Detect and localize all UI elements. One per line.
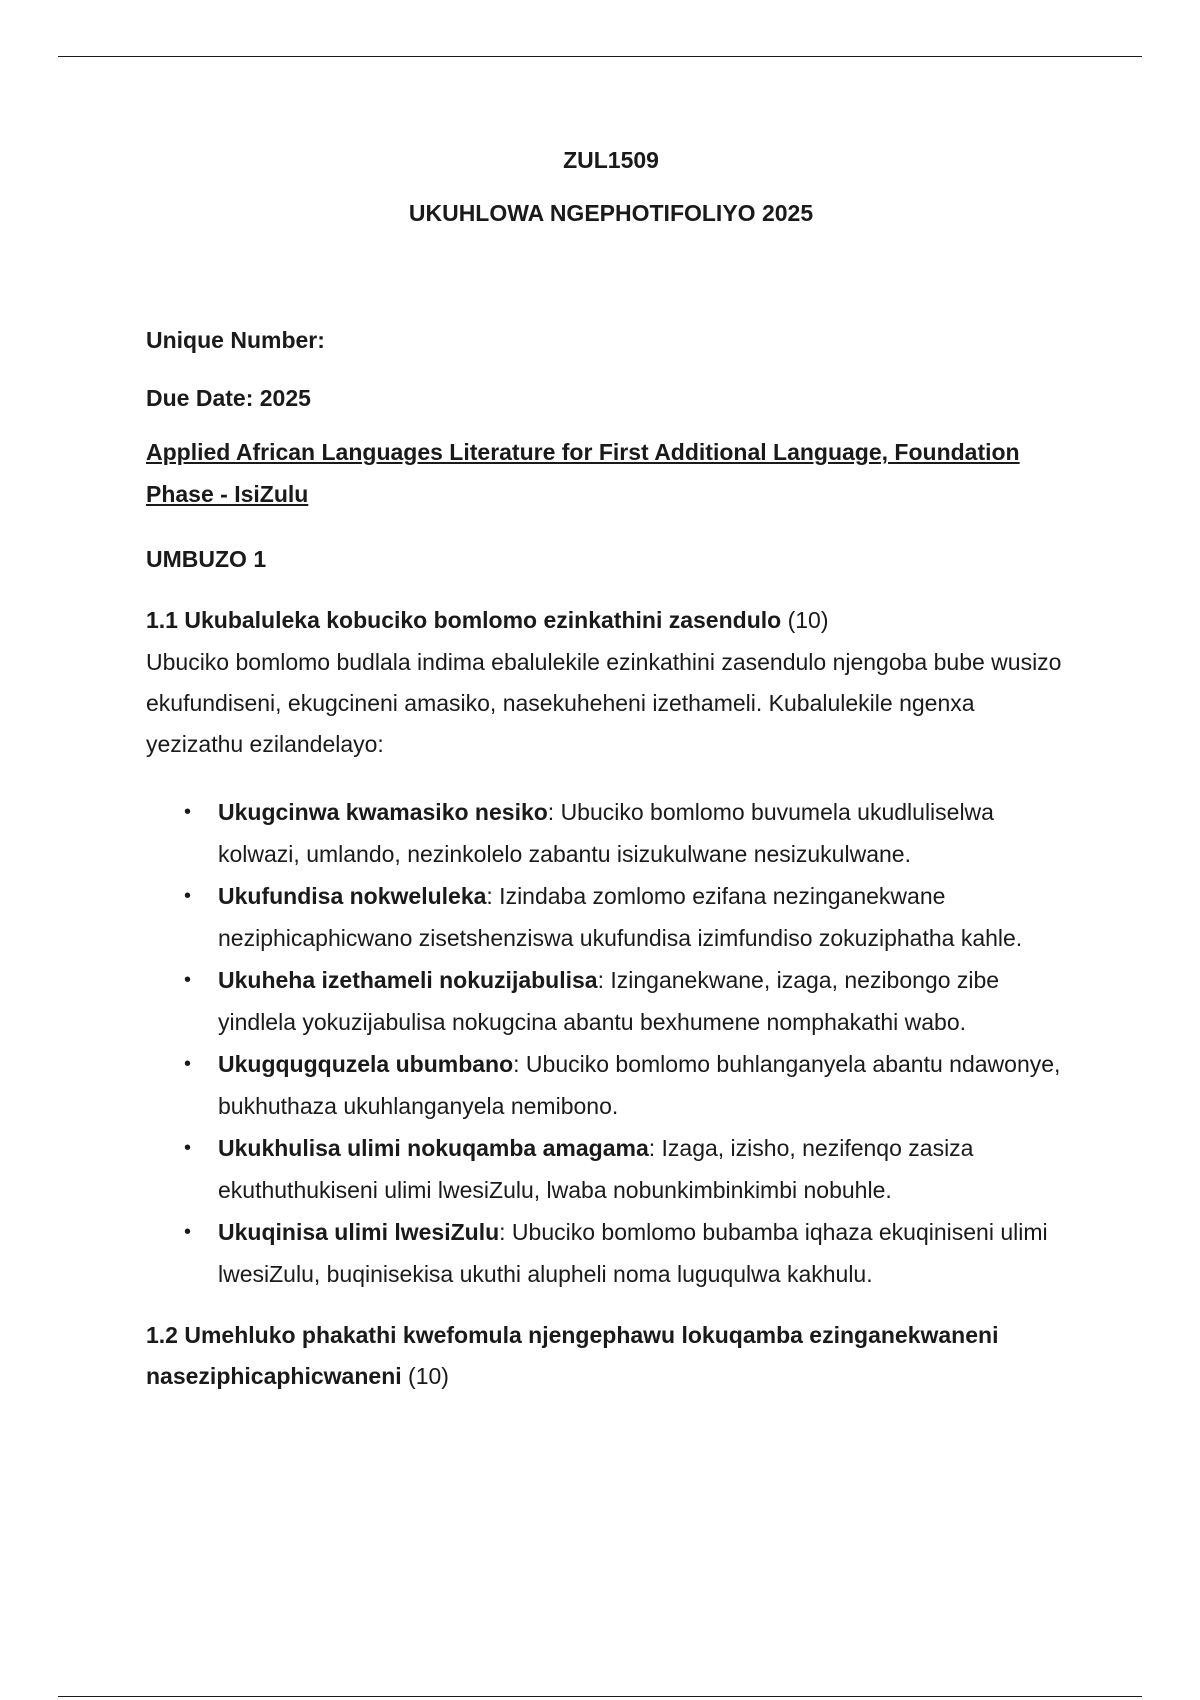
list-item bbox=[146, 875, 1076, 959]
bullet-icon: • bbox=[184, 1221, 192, 1243]
point-term: Ukufundisa nokweluleka bbox=[218, 883, 487, 909]
module-title: Applied African Languages Literature for First Additional Language, Foundation Phase - IsiZulu bbox=[146, 439, 1020, 507]
point-term: Ukugqugquzela ubumbano bbox=[218, 1051, 514, 1077]
list-item bbox=[146, 959, 1076, 1043]
section-heading: UMBUZO 1 bbox=[146, 546, 267, 572]
document-title: UKUHLOWA NGEPHOTIFOLIYO 2025 bbox=[408, 200, 814, 226]
point-term: Ukukhulisa ulimi nokuqamba amagama bbox=[218, 1135, 649, 1161]
question-1-1-heading bbox=[146, 602, 1076, 638]
unique-number-label: Unique Number: bbox=[146, 327, 325, 353]
point-text: : Ubuciko bomlomo buhlanganyela abantu ndawonye, bukhuthaza ukuhlanganyela nemibono. bbox=[218, 1051, 1061, 1119]
document-page bbox=[146, 140, 1076, 1397]
point-term: Ukuheha izethameli nokuzijabulisa bbox=[218, 967, 598, 993]
bullet-icon: • bbox=[184, 969, 192, 991]
due-date-label: Due Date: 2025 bbox=[146, 385, 311, 411]
question-1-2-heading bbox=[146, 1315, 1076, 1397]
course-code: ZUL1509 bbox=[563, 147, 659, 173]
bottom-rule bbox=[58, 1696, 1142, 1697]
point-text: : Izaga, izisho, nezifenqo zasiza ekuthuthukiseni ulimi lwesiZulu, lwaba nobunkimbinkimbi nobuhle. bbox=[218, 1135, 974, 1203]
question-1-1-title: 1.1 Ukubaluleka kobuciko bomlomo ezinkathini zasendulo bbox=[146, 607, 782, 633]
question-1-1-intro: Ubuciko bomlomo budlala indima ebalulekile ezinkathini zasendulo njengoba bube wusizo ekufundiseni, ekugcineni amasiko, nasekuheheni izethameli. Kubalulekile ngenxa yezizathu ezilandelayo: bbox=[146, 649, 1062, 757]
question-1-2-title: 1.2 Umehluko phakathi kwefomula njengephawu lokuqamba ezinganekwaneni naseziphicaphicwaneni bbox=[146, 1322, 999, 1389]
question-1-2-marks: (10) bbox=[408, 1363, 449, 1389]
list-item bbox=[146, 791, 1076, 875]
list-item bbox=[146, 1127, 1076, 1211]
point-text: : Izindaba zomlomo ezifana nezinganekwane neziphicaphicwano zisetshenziswa ukufundisa izimfundiso zokuziphatha kahle. bbox=[218, 883, 1023, 951]
list-item bbox=[146, 1043, 1076, 1127]
bullet-icon: • bbox=[184, 885, 192, 907]
point-term: Ukugcinwa kwamasiko nesiko bbox=[218, 799, 548, 825]
question-1-1-points bbox=[146, 791, 1076, 1295]
point-text: : Izinganekwane, izaga, nezibongo zibe yindlela yokuzijabulisa nokugcina abantu bexhumene nomphakathi wabo. bbox=[218, 967, 1000, 1035]
bullet-icon: • bbox=[184, 1137, 192, 1159]
bullet-icon: • bbox=[184, 801, 192, 823]
point-term: Ukuqinisa ulimi lwesiZulu bbox=[218, 1219, 500, 1245]
question-1-1-marks: (10) bbox=[787, 607, 829, 633]
list-item bbox=[146, 1211, 1076, 1295]
point-text: : Ubuciko bomlomo bubamba iqhaza ekuqiniseni ulimi lwesiZulu, buqinisekisa ukuthi alupheli noma luguqulwa kakhulu. bbox=[218, 1219, 1048, 1287]
top-rule bbox=[58, 56, 1142, 57]
point-text: : Ubuciko bomlomo buvumela ukudluliselwa kolwazi, umlando, nezinkolelo zabantu isizukulwane nesizukulwane. bbox=[218, 799, 994, 867]
bullet-icon: • bbox=[184, 1053, 192, 1075]
